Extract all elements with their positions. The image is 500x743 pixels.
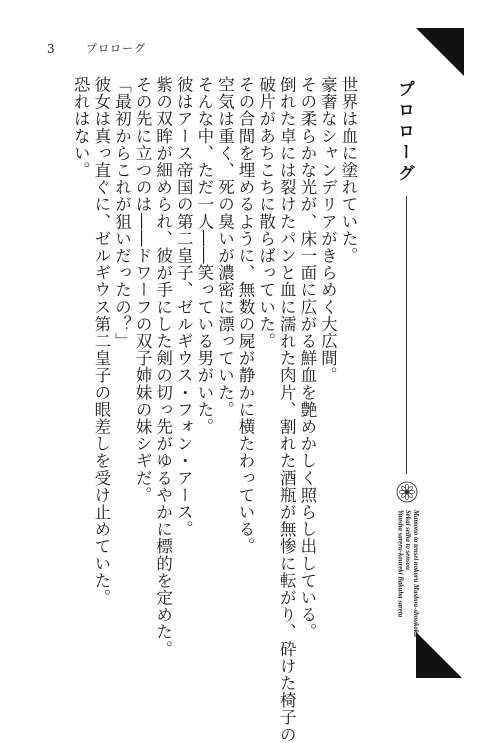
body-line: 紫の双眸が細められ、彼が手にした剣の切っ先がゆるやかに標的を定めた。 [153,76,173,658]
body-line: その合間を埋めるように、無数の屍が静かに横たわっている。 [236,76,256,555]
corner-triangle-bottom [416,632,462,678]
body-line: 彼はアース帝国の第二皇子、ゼルギウス・フォン・アース。 [174,76,194,538]
corner-triangle-top [416,28,464,76]
body-line: 空気は重く、死の臭いが濃密に漂っていた。 [215,76,235,418]
chapter-title: プロローグ [394,80,414,185]
body-line: 「最初からこれが狙いだったの？」 [112,76,132,350]
body-line: 豪奢なシャンデリアがきらめく大広間。 [318,76,338,384]
subtitle-line: Sekai seiha to sensou [404,510,412,570]
body-line: 恐れはない。 [71,76,91,179]
page-number: 3 [47,42,55,56]
body-line: その先に立つのは――ドワーフの双子姉妹の妹シギだ。 [133,76,153,504]
body-line: そんな中、ただ一人――笑っている男がいた。 [194,76,214,436]
subtitle-line: Mamono to tensei nokoru Mashou-shoukoku [411,510,419,637]
body-line: 破片があちこちに散らばっていた。 [256,76,276,350]
running-title: プロローグ [86,42,146,55]
body-line: 倒れた卓には裂けたパンと血に濡れた肉片、割れた酒瓶が無惨に転がり、砕けた椅子の [277,76,297,743]
body-line: その柔らかな光が、床一面に広がる鮮血を艶めかしく照らし出している。 [297,76,317,641]
body-line: 世界は血に塗れていた。 [339,76,358,265]
body-text [70,76,358,743]
chapter-rule [406,196,407,474]
chapter-subtitle [396,510,419,637]
subtitle-line: Yuusha sareru-koureki Bakuha sareta [396,510,404,618]
body-line: 彼女は真っ直ぐに、ゼルギウス第二皇子の眼差しを受け止めていた。 [91,76,111,607]
sunflower-emblem-icon [396,481,418,503]
